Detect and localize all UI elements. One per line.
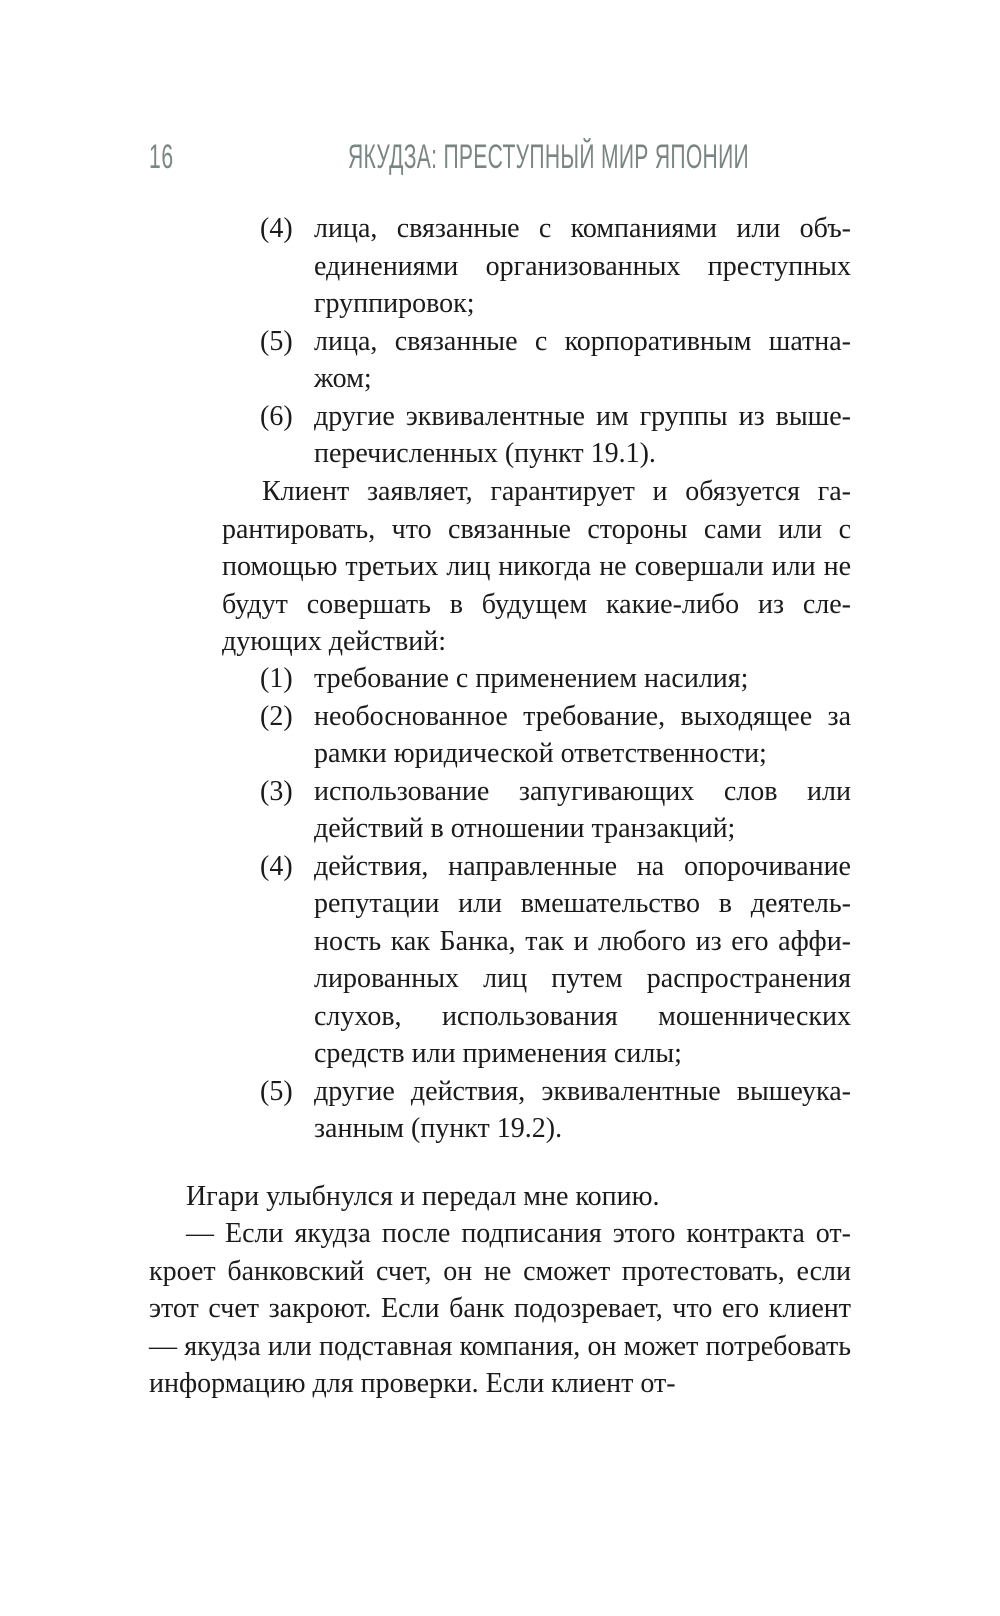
list-item xyxy=(260,848,851,1073)
list-item-text: необоснованное требование, выходящее за рамки юридической ответственности; xyxy=(314,700,851,769)
list-item-number: (5) xyxy=(260,1075,293,1107)
list-item-number: (4) xyxy=(260,213,293,244)
list-item-text: лица, связанные с компаниями или объединениями организованных преступных группировок; xyxy=(314,213,851,319)
list-item-text: действия, направленные на опорочивание репутации или вмешательство в деятельность как Банка, так и любого из его аффилированных лиц путем распространения слухов, использования мошеннических средств или применения силы; xyxy=(314,850,851,1069)
list-item-text: использование запугивающих слов или действий в отношении транзакций; xyxy=(314,775,851,844)
list-item-number: (2) xyxy=(260,700,293,732)
list-item-number: (6) xyxy=(260,400,293,432)
list-item xyxy=(260,660,851,698)
list-item-text: требование с применением насилия; xyxy=(314,663,749,694)
list-item-number: (4) xyxy=(260,850,293,882)
list-item-number: (5) xyxy=(260,325,293,357)
list-item xyxy=(260,210,851,323)
list-item-number: (1) xyxy=(260,663,293,694)
affiliated-parties-list xyxy=(260,210,851,473)
list-item-text: другие эквивалентные им группы из вышеперечисленных (пункт 19.1). xyxy=(314,400,851,469)
list-item xyxy=(260,773,851,848)
list-item xyxy=(260,398,851,473)
list-item-number: (3) xyxy=(260,775,293,807)
narrative-paragraph-dialog: — Если якудза после подписания этого контракта откроет банковский счет, он не сможет протестовать, если этот счет закроют. Если банк подозревает, что его клиент — якудза или подставная компания, он может потребовать информацию для проверки. Если клиент от- xyxy=(149,1218,851,1399)
list-item xyxy=(260,323,851,398)
list-item-text: другие действия, эквивалентные вышеуказанным (пункт 19.2). xyxy=(314,1075,851,1144)
narrative-paragraph-igari: Игари улыбнулся и передал мне копию. xyxy=(186,1181,660,1212)
running-head: ЯКУДЗА: ПРЕСТУПНЫЙ МИР ЯПОНИИ xyxy=(348,138,749,176)
prohibited-actions-list xyxy=(260,660,851,1148)
list-item-text: лица, связанные с корпоративным шатнажом; xyxy=(314,325,851,394)
contract-paragraph: Клиент заявляет, гарантирует и обязуется гарантировать, что связанные стороны сами или с помощью третьих лиц никогда не совершали или не будут совершать в будущем какие-либо из следующих действий: xyxy=(222,476,851,657)
list-item xyxy=(260,1073,851,1148)
page-number: 16 xyxy=(149,138,174,176)
list-item xyxy=(260,698,851,773)
